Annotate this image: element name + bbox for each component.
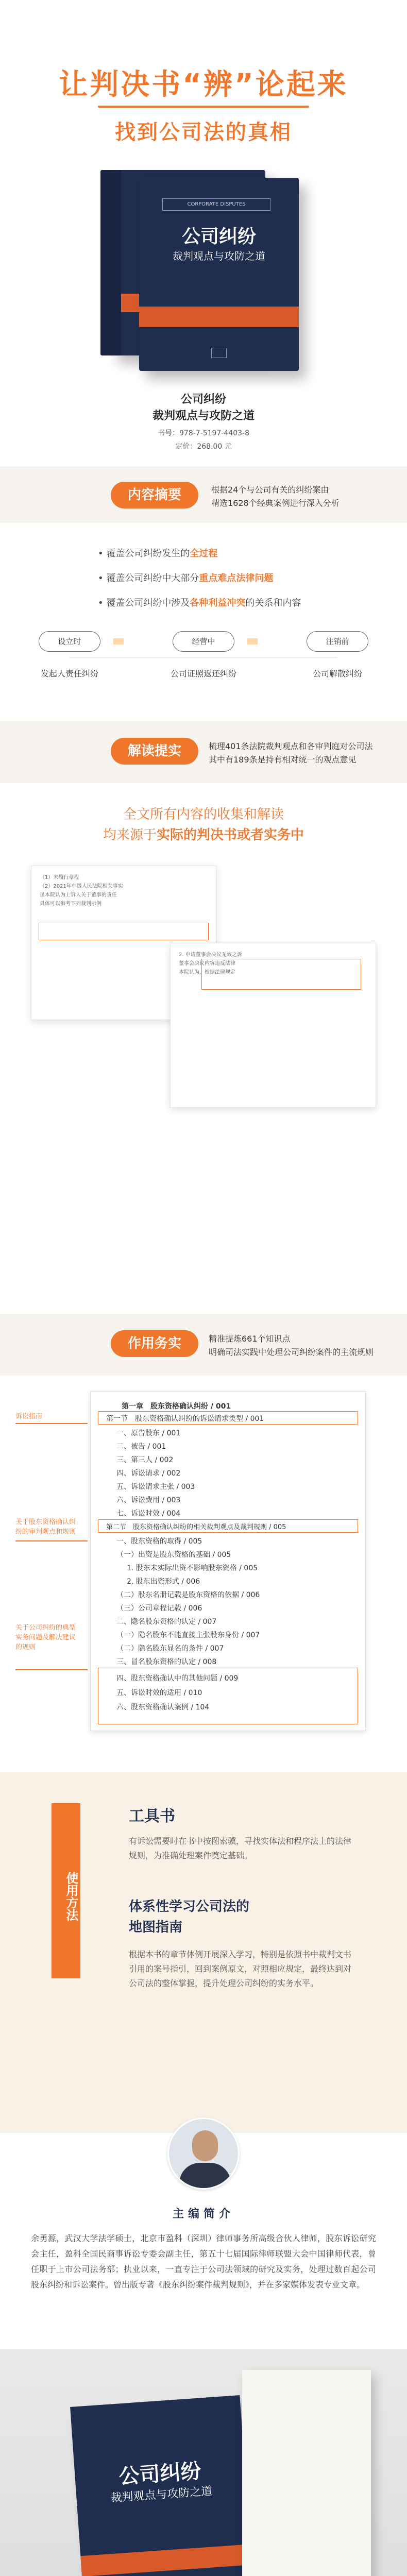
content-tag: 内容摘要: [111, 482, 198, 509]
book-photo: [0, 2349, 407, 2576]
toc-line: （一）出资是股东资格的基础 / 005: [116, 1551, 231, 1559]
avatar-head-icon: [192, 2130, 218, 2161]
practice-tag: 作用务实: [111, 1330, 198, 1357]
content-line-2: 精选1628个经典案例进行深入分析: [211, 498, 340, 508]
doc-left-line-2: （2）2021年中级人民法院相关事实: [40, 884, 123, 889]
side-label-1: 诉讼指南: [15, 1413, 43, 1420]
book-front: [139, 178, 299, 371]
toc-line: 2. 股东出资形式 / 006: [127, 1578, 200, 1586]
method-heading-1: 工具书: [129, 1807, 175, 1825]
isbn: 书号：978-7-5197-4403-8: [157, 429, 249, 437]
price: 定价：268.00 元: [175, 443, 232, 451]
flow-arrow-1: [113, 638, 124, 645]
toc-line: 1. 股东未实际出资不影响股东资格 / 005: [127, 1564, 258, 1572]
method-text-1: 有诉讼需要时在书中按图索骥，寻找实体法和程序法上的法律规则，为准确处理案件奠定基础。: [129, 1836, 352, 1860]
side-line-3: [15, 1669, 88, 1670]
editor-bio: 余勇源，武汉大学法学硕士，北京市盈科（深圳）律师事务所高级合伙人律师，股东诉讼研究会主任，盈科全国民商事诉讼专委会副主任，第五十七届国际律师联盟大会中国律师代表，曾任职于上市公司法务部；执业以来，一直专注于公司法领域的研究及实务，处理过数百起公司股东纠纷和诉讼案件。曾出版专著《股东纠纷案件裁判规则》，并在多家媒体发表专业文章。: [31, 2233, 376, 2290]
side-label-2: 关于股东资格确认纠纷的审判观点和规则: [15, 1518, 76, 1536]
book-subtitle: 裁判观点与攻防之道: [173, 250, 265, 262]
doc-right-highlight: [201, 959, 361, 990]
toc-line: 五、诉讼时效的适用 / 010: [116, 1689, 202, 1697]
doc-left-line-4: 具体可以参考下列裁判示例: [40, 901, 101, 907]
side-line-1: [15, 1423, 88, 1424]
toc-line: （三）公司章程记载 / 006: [116, 1604, 202, 1613]
toc-line: 第二节 股东资格确认纠纷的相关裁判观点及裁判规则 / 005: [106, 1523, 286, 1531]
interpret-intro-1: 全文所有内容的收集和解读: [123, 807, 284, 822]
doc-right-line-1: 2. 申请董事会决议无效之诉: [179, 952, 242, 958]
method-heading-2: 体系性学习公司法的: [129, 1899, 250, 1914]
interpret-band: [0, 721, 407, 783]
photo-book-1-band: [80, 2544, 251, 2576]
interpret-tag: 解读提实: [111, 738, 198, 765]
interpret-line-1: 梳理401条法院裁判观点和各审判庭对公司法: [209, 741, 373, 751]
toc-line: 六、股东资格确认案例 / 104: [116, 1703, 210, 1711]
toc-line: 二、隐名股东资格的认定 / 007: [116, 1618, 217, 1626]
hero-section: [0, 0, 407, 464]
practice-line-2: 明确司法实践中处理公司纠纷案件的主流规则: [209, 1347, 374, 1357]
book-cover-label: CORPORATE DISPUTES: [162, 198, 270, 211]
method-text-2: 根据本书的章节体例开展深入学习，特别是依照书中裁判文书引用的案号指引，回到案例原文，对照相应规定，最终达到对公司法的整体掌握，提升处理公司纠纷的实务水平。: [129, 1950, 352, 1988]
doc-left-line-1: （1）未履行章程: [40, 875, 79, 880]
flow-label-2: 公司证照返还纠纷: [170, 669, 236, 679]
content-item-1: • 覆盖公司纠纷发生的全过程: [98, 548, 218, 559]
content-line-1: 根据24个与公司有关的纠纷案由: [211, 485, 329, 495]
flow-pill-operate: 经营中: [173, 631, 234, 652]
doc-left-line-3: 虽本院认为上诉人关于董事的责任: [40, 892, 117, 898]
toc-line: （二）股东名册记载是股东资格的依据 / 006: [116, 1591, 260, 1599]
flow-arrow-2: [247, 638, 258, 645]
toc-line: 三、冒名股东资格的认定 / 008: [116, 1658, 217, 1666]
book-logo-icon: [211, 348, 227, 358]
avatar: [167, 2117, 240, 2190]
flow-pill-close: 注销前: [307, 631, 368, 652]
doc-right-line-3: 本院认为，根据法律规定: [179, 970, 235, 975]
toc-sample: [90, 1391, 366, 1731]
flow-label-1: 发起人责任纠纷: [40, 669, 98, 679]
toc-line: 三、第三人 / 002: [116, 1456, 174, 1464]
photo-book-1-subtitle: 裁判观点与攻防之道: [110, 2485, 213, 2505]
toc-line: 六、诉讼费用 / 003: [116, 1496, 181, 1504]
caption-subtitle: 裁判观点与攻防之道: [152, 410, 255, 422]
toc-line: （一）隐名股东不能直接主张股东身份 / 007: [116, 1631, 260, 1639]
toc-line: 四、诉讼请求 / 002: [116, 1469, 181, 1478]
book-band-front: [139, 307, 299, 327]
title-underline: [98, 106, 309, 108]
doc-sample-right: [170, 943, 376, 1108]
toc-line: 四、股东资格确认中的其他问题 / 009: [116, 1674, 239, 1683]
caption-title: 公司纠纷: [180, 393, 226, 406]
photo-book-2: [242, 2370, 371, 2576]
photo-book-1-title: 公司纠纷: [118, 2459, 202, 2489]
content-item-3: • 覆盖公司纠纷中涉及各种利益冲突的关系和内容: [98, 598, 301, 608]
side-line-2: [15, 1540, 88, 1541]
method-label: 使用方法: [52, 1803, 80, 1978]
avatar-body-icon: [179, 2163, 231, 2190]
hero-title: 让判决书“辨”论起来: [59, 68, 348, 101]
doc-right-line-2: 董事会决议内容违反法律: [179, 961, 235, 967]
side-label-3: 关于公司纠纷的典型实务问题及解决建议的规则: [15, 1624, 76, 1651]
book-title: 公司纠纷: [181, 226, 256, 247]
doc-left-highlight: [39, 923, 209, 940]
toc-line: 二、被告 / 001: [116, 1443, 166, 1451]
content-item-2: • 覆盖公司纠纷中大部分重点难点法律问题: [98, 573, 274, 584]
editor-heading: 主编简介: [172, 2208, 234, 2221]
photo-book-1: [70, 2395, 255, 2576]
interpret-intro-2: 均来源于实际的判决书或者实务中: [103, 827, 304, 843]
interpret-line-2: 其中有189条是持有相对统一的观点意见: [209, 755, 357, 765]
flow-label-3: 公司解散纠纷: [312, 669, 362, 679]
flow-pill-setup: 设立时: [39, 631, 100, 652]
toc-line: 五、诉讼请求主张 / 003: [116, 1483, 195, 1491]
method-heading-2b: 地图指南: [129, 1920, 183, 1935]
practice-band: [0, 1314, 407, 1376]
hero-subtitle: 找到公司法的真相: [115, 121, 292, 144]
toc-line: 一、原告股东 / 001: [116, 1429, 181, 1437]
toc-line: 一、股东资格的取得 / 005: [116, 1537, 202, 1546]
content-band: [0, 466, 407, 523]
toc-line: 七、诉讼时效 / 004: [116, 1510, 181, 1518]
toc-line: 第一节 股东资格确认纠纷的诉讼请求类型 / 001: [106, 1415, 264, 1423]
toc-line: （二）隐名股东显名的条件 / 007: [116, 1645, 224, 1653]
toc-line: 第一章 股东资格确认纠纷 / 001: [122, 1402, 231, 1411]
book-spine: [100, 170, 121, 355]
practice-line-1: 精准提炼661个知识点: [209, 1334, 291, 1344]
